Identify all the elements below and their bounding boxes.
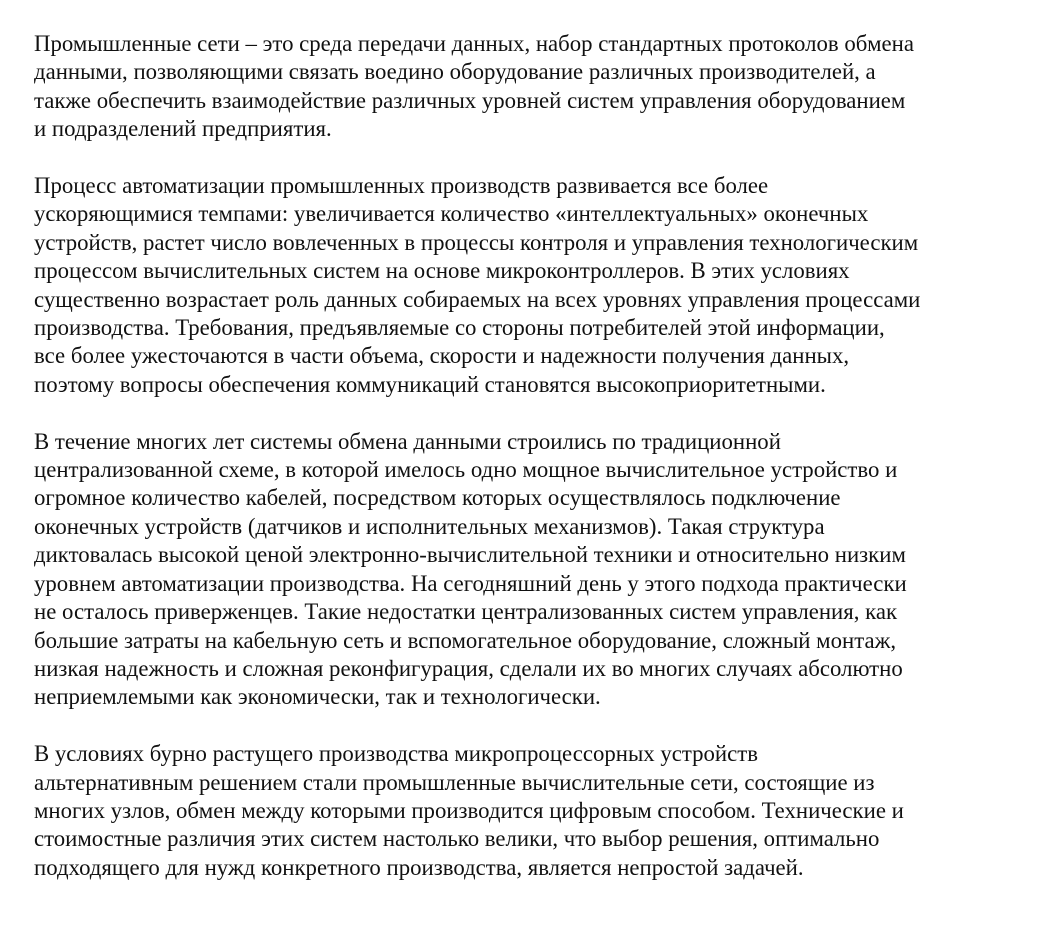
text-line: не осталось приверженцев. Такие недостатки централизованных систем управления, как xyxy=(34,599,898,625)
paragraph-centralized-scheme xyxy=(34,428,1034,712)
text-line: и подразделений предприятия. xyxy=(34,116,332,142)
text-line: диктовалась высокой ценой электронно-вычислительной техники и относительно низким xyxy=(34,542,906,568)
text-line: огромное количество кабелей, посредством которых осуществлялось подключение xyxy=(34,485,841,511)
text-line: низкая надежность и сложная реконфигурация, сделали их во многих случаях абсолютно xyxy=(34,655,903,681)
text-line: В течение многих лет системы обмена данными строились по традиционной xyxy=(34,428,781,454)
text-line: ускоряющимися темпами: увеличивается количество «интеллектуальных» оконечных xyxy=(34,201,869,227)
text-line: В условиях бурно растущего производства микропроцессорных устройств xyxy=(34,741,758,767)
text-line: большие затраты на кабельную сеть и вспомогательное оборудование, сложный монтаж, xyxy=(34,627,897,653)
text-line: подходящего для нужд конкретного производства, является непростой задачей. xyxy=(34,854,804,880)
text-line: производства. Требования, предъявляемые со стороны потребителей этой информации, xyxy=(34,315,885,341)
text-line: альтернативным решением стали промышленные вычислительные сети, состоящие из xyxy=(34,769,875,795)
text-line: уровнем автоматизации производства. На сегодняшний день у этого подхода практически xyxy=(34,570,907,596)
paragraph-industrial-computing-networks xyxy=(34,740,1034,882)
text-line: оконечных устройств (датчиков и исполнительных механизмов). Такая структура xyxy=(34,513,825,539)
text-line: стоимостные различия этих систем настолько велики, что выбор решения, оптимально xyxy=(34,826,880,852)
paragraph-industrial-networks-definition xyxy=(34,30,1034,144)
document-page xyxy=(34,30,1034,911)
text-line: данными, позволяющими связать воедино оборудование различных производителей, а xyxy=(34,59,876,85)
text-line: неприемлемыми как экономически, так и технологически. xyxy=(34,684,601,710)
text-line: процессом вычислительных систем на основе микроконтроллеров. В этих условиях xyxy=(34,258,850,284)
text-line: также обеспечить взаимодействие различных уровней систем управления оборудованием xyxy=(34,87,906,113)
text-line: поэтому вопросы обеспечения коммуникаций становятся высокоприоритетными. xyxy=(34,371,826,397)
text-line: Промышленные сети – это среда передачи данных, набор стандартных протоколов обмена xyxy=(34,31,914,56)
text-line: все более ужесточаются в части объема, скорости и надежности получения данных, xyxy=(34,343,850,369)
text-line: централизованной схеме, в которой имелось одно мощное вычислительное устройство и xyxy=(34,457,898,483)
text-line: существенно возрастает роль данных собираемых на всех уровнях управления процессами xyxy=(34,286,921,312)
paragraph-automation-process xyxy=(34,172,1034,399)
text-line: многих узлов, обмен между которыми производится цифровым способом. Технические и xyxy=(34,797,904,823)
text-line: Процесс автоматизации промышленных производств развивается все более xyxy=(34,173,769,199)
text-line: устройств, растет число вовлеченных в процессы контроля и управления технологическим xyxy=(34,229,919,255)
